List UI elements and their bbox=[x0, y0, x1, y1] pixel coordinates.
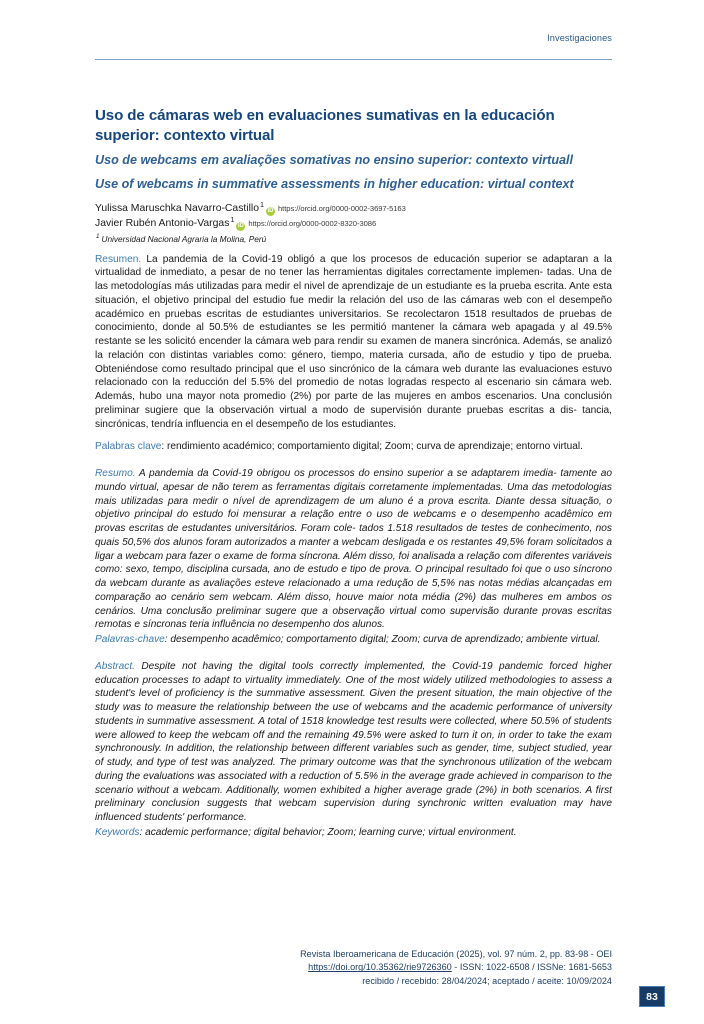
author-list bbox=[95, 201, 612, 232]
abstract-body-english: Despite not having the digital tools correctly implemented, the Covid-19 pandemic forced higher education processes to adapt to virtuality immediately. One of the most widely utilized methodologies to assess a student's level of proficiency is the summative assessment. Given the present situation, the main objective of the study was to measure the relationship between the use of webcams and the academic performance of university students in summative assessment. A total of 1518 knowledge test results were collected, where 50.5% of students were allowed to keep the webcam off and the remaining 49.5% were asked to turn it on, in order to take the exam synchronously. In addition, the relationship between different variables such as gender, time, subject studied, year of study, and type of test was analyzed. The primary outcome was that the synchronous utilization of the webcam during the evaluations was associated with a reduction of 5.5% in the average grade achieved in comparison to the scenario without a webcam. Additionally, women exhibited a higher average grade (2%) in both scenarios. A first preliminary conclusion suggests that webcam supervision during synchronic written evaluation may have influenced students' performance. bbox=[95, 660, 612, 824]
affiliation bbox=[95, 234, 612, 244]
issn-text: - ISSN: 1022-6508 / ISSNe: 1681-5653 bbox=[451, 962, 612, 973]
orcid-id-icon[interactable]: iD bbox=[237, 222, 244, 229]
author-affiliation-marker: 1 bbox=[260, 199, 264, 209]
abstract-portuguese bbox=[95, 467, 612, 632]
keywords-text-portuguese: : desempenho acadêmico; comportamento digital; Zoom; curva de aprendizado; ambiente virtual. bbox=[164, 634, 601, 646]
page-number-badge: 83 bbox=[639, 986, 665, 1007]
submission-dates: recibido / recebido: 28/04/2024; aceptado / aceite: 10/09/2024 bbox=[362, 975, 612, 986]
title-portuguese: Uso de webcams em avaliações somativas no ensino superior: contexto virtuall bbox=[95, 153, 574, 168]
orcid-link[interactable]: https://orcid.org/0000-0002-8320-3086 bbox=[248, 219, 377, 229]
keywords-label-spanish: Palabras clave bbox=[95, 441, 162, 453]
author-entry bbox=[95, 216, 612, 231]
doi-link[interactable]: https://doi.org/10.35362/rie9726360 bbox=[308, 962, 452, 973]
journal-citation: Revista Iberoamericana de Educación (2025), vol. 97 núm. 2, pp. 83-98 - OEI bbox=[300, 949, 612, 959]
affiliation-marker: 1 bbox=[96, 232, 100, 240]
keywords-label-english: Keywords bbox=[95, 826, 140, 838]
article-content bbox=[95, 106, 612, 853]
header-divider bbox=[95, 59, 612, 60]
doi-line bbox=[95, 961, 612, 974]
author-entry bbox=[95, 201, 612, 216]
author-name: Yulissa Maruschka Navarro-Castillo bbox=[95, 203, 259, 215]
title-english: Use of webcams in summative assessments in higher education: virtual context bbox=[95, 176, 574, 191]
keywords-text-english: : academic performance; digital behavior; Zoom; learning curve; virtual environment. bbox=[139, 826, 517, 838]
keywords-text-spanish: : rendimiento académico; comportamiento digital; Zoom; curva de aprendizaje; entorno virtual. bbox=[161, 441, 583, 453]
author-affiliation-marker: 1 bbox=[230, 214, 235, 224]
orcid-link[interactable]: https://orcid.org/0000-0002-3697-5163 bbox=[278, 204, 406, 214]
abstract-label-portuguese: Resumo. bbox=[95, 468, 136, 480]
affiliation-text: Universidad Nacional Agraria la Molina, Perú bbox=[101, 233, 267, 244]
keywords-portuguese bbox=[95, 633, 612, 647]
abstract-body-spanish: La pandemia de la Covid-19 obligó a que los procesos de educación superior se adaptaran a la virtualidad de inmediato, a pesar de no tener las herramientas digitales correctamente implemen- tadas. Una de las metodologías más utilizadas para medir el nivel de aprendizaje de un estudiante es la prueba escrita. Ante esta situación, el objetivo principal del estudio fue medir la relación del uso de las cámaras web con el desempeño académico en pruebas escritas de estudiantes universitarios. Se recolectaron 1518 resultados de pruebas de conocimiento, donde al 50.5% de estudiantes se les permitió mantener la cámara web apagada y al 49.5% restante se les solicitó encender la cámara web para rendir su examen de manera sincrónica. Además, se analizó la relación con distintas variables como: género, tiempo, materia cursada, año de estudio y tipo de prueba. Obteniéndose como resultado principal que el uso sincrónico de la cámara web durante las evaluaciones estuvo relacionado con la reducción del 5.5% del promedio de notas logradas respecto al escenario sin cámara web. Además, hubo una mayor nota promedio (2%) por parte de las mujeres en ambos escenarios. Una conclusión preliminar sugiere que la observación virtual a modo de supervisión durante pruebas escritas a dis- tancia, sincrónicas, tendría influencia en el desempeño de los estudiantes. bbox=[95, 253, 612, 430]
abstract-english bbox=[95, 660, 612, 825]
abstract-label-spanish: Resumen. bbox=[95, 253, 142, 265]
keywords-label-portuguese: Palavras-chave bbox=[95, 634, 165, 646]
keywords-spanish bbox=[95, 440, 612, 454]
abstract-spanish bbox=[95, 253, 612, 432]
page-footer bbox=[95, 948, 612, 988]
author-name: Javier Rubén Antonio-Vargas bbox=[95, 218, 230, 230]
orcid-id-icon[interactable]: iD bbox=[267, 207, 274, 214]
running-head: Investigaciones bbox=[547, 33, 612, 43]
page-title: Uso de cámaras web en evaluaciones sumativas en la educación superior: contexto virtual bbox=[95, 107, 555, 145]
abstract-label-english: Abstract. bbox=[95, 660, 135, 672]
keywords-english bbox=[95, 826, 612, 840]
abstract-body-portuguese: A pandemia da Covid-19 obrigou os processos do ensino superior a se adaptarem imedia- tamente ao mundo virtual, apesar de não terem as ferramentas digitais corretamente implementadas. Uma das metodologias mais utilizadas para medir o nível de aprendizagem de um aluno é a prova escrita. Diante dessa situação, o objetivo principal do estudo foi mensurar a relação entre o uso de webcams e o desempenho acadêmico em provas escritas de estudantes universitários. Foram cole- tados 1.518 resultados de testes de conhecimento, nos quais 50,5% dos alunos foram autorizados a manter a webcam desligada e os restantes 49,5% foram solicitados a ligar a webcam para fazer o exame de forma síncrona. Além disso, foi analisada a relação com diferentes variáveis como: sexo, tempo, disciplina cursada, ano de estudo e tipo de prova. O principal resultado foi que o uso síncrono da webcam durante as avaliações esteve relacionado a uma redução de 5,5% nas notas médias alcançadas em comparação ao cenário sem webcam. Além disso, houve maior nota média (2%) das mulheres em ambos os cenários. Uma conclusão preliminar sugere que a observação virtual como supervisão durante provas escritas remotas e síncronas teria influência no desempenho dos alunos. bbox=[95, 468, 612, 631]
